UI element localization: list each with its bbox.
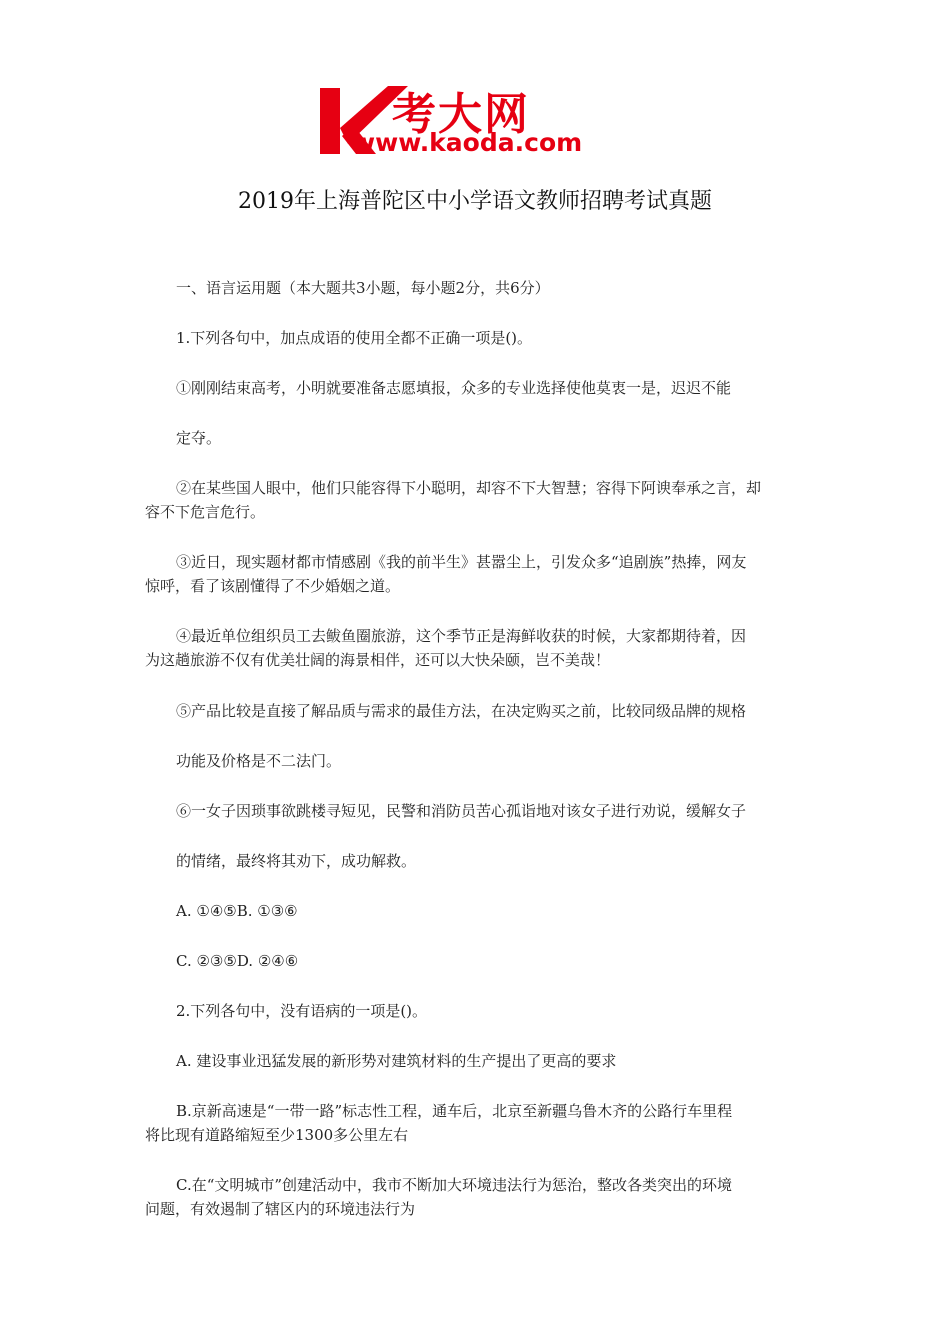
question-2-stem: 2.下列各句中，没有语病的一项是()。 — [176, 1002, 428, 1020]
sentence-6-line-1: ⑥一女子因琐事欲跳楼寻短见，民警和消防员苦心孤诣地对该女子进行劝说，缓解女子 — [176, 802, 747, 820]
question-2-option-b-line-1: B.京新高速是“一带一路”标志性工程，通车后，北京至新疆乌鲁木齐的公路行车里程 — [176, 1102, 733, 1120]
logo-brand-text: 考大网 — [392, 89, 530, 140]
question-2-option-b-line-2: 将比现有道路缩短至少1300多公里左右 — [145, 1126, 409, 1144]
question-1-stem: 1.下列各句中，加点成语的使用全都不正确一项是()。 — [176, 329, 533, 347]
sentence-1-line-1: ①刚刚结束高考，小明就要准备志愿填报，众多的专业选择使他莫衷一是，迟迟不能 — [176, 379, 732, 397]
sentence-5-line-1: ⑤产品比较是直接了解品质与需求的最佳方法，在决定购买之前，比较同级品牌的规格 — [176, 702, 747, 720]
sentence-2-line-1: ②在某些国人眼中，他们只能容得下小聪明，却容不下大智慧；容得下阿谀奉承之言，却 — [176, 479, 762, 497]
sentence-3-line-2: 惊呼，看了该剧懂得了不少婚姻之道。 — [145, 577, 401, 595]
section-heading: 一、语言运用题（本大题共3小题，每小题2分，共6分） — [176, 279, 550, 297]
kaoda-logo — [318, 80, 638, 160]
sentence-6-line-2: 的情绪，最终将其劝下，成功解救。 — [176, 852, 417, 870]
question-2-option-c-line-1: C.在“文明城市”创建活动中，我市不断加大环境违法行为惩治，整改各类突出的环境 — [176, 1176, 733, 1194]
question-1-options-cd: C. ②③⑤D. ②④⑥ — [176, 952, 299, 970]
sentence-3-line-1: ③近日，现实题材都市情感剧《我的前半生》甚嚣尘上，引发众多“追剧族”热捧，网友 — [176, 553, 747, 571]
sentence-2-line-2: 容不下危言危行。 — [145, 503, 266, 521]
question-2-option-a: A. 建设事业迅猛发展的新形势对建筑材料的生产提出了更高的要求 — [176, 1052, 617, 1070]
sentence-5-line-2: 功能及价格是不二法门。 — [176, 752, 342, 770]
logo-url-text: www.kaoda.com — [352, 128, 583, 157]
sentence-4-line-2: 为这趟旅游不仅有优美壮阔的海景相伴，还可以大快朵颐，岂不美哉！ — [145, 651, 611, 669]
page-title: 2019年上海普陀区中小学语文教师招聘考试真题 — [238, 189, 712, 214]
sentence-4-line-1: ④最近单位组织员工去鲅鱼圈旅游，这个季节正是海鲜收获的时候，大家都期待着，因 — [176, 627, 747, 645]
question-1-options-ab: A. ①④⑤B. ①③⑥ — [176, 902, 298, 920]
sentence-1-line-2: 定夺。 — [176, 429, 222, 447]
question-2-option-c-line-2: 问题，有效遏制了辖区内的环境违法行为 — [145, 1200, 416, 1218]
